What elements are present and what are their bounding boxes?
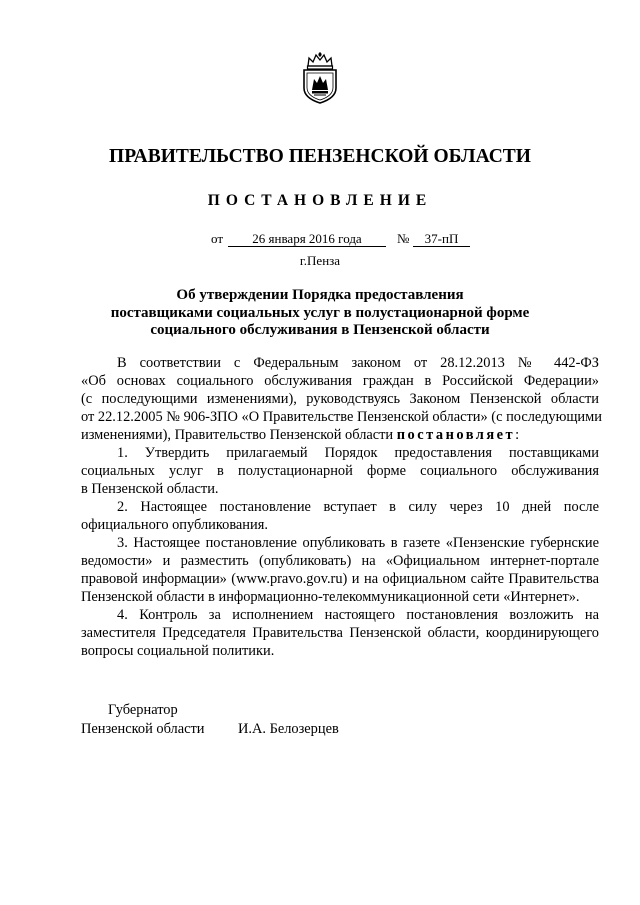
penza-coat-of-arms-icon: [300, 52, 340, 104]
date-number-line: [211, 231, 471, 249]
body-line: в Пензенской области.: [81, 481, 219, 497]
subject-line: поставщиками социальных услуг в полустационарной форме: [110, 304, 530, 321]
body-line: официального опубликования.: [81, 517, 268, 533]
body-line: ведомости» и разместить (опубликовать) на «Официальном интернет-портале: [81, 553, 599, 569]
city: г.Пенза: [299, 253, 341, 268]
body-line: 2. Настоящее постановление вступает в силу через 10 дней после: [117, 499, 599, 515]
document-date: 26 января 2016 года: [228, 231, 386, 247]
signatory-name: И.А. Белозерцев: [238, 721, 339, 737]
body-line: социальных услуг в полустационарной форме социального обслуживания: [81, 463, 599, 479]
body-line-text: изменениями), Правительство Пензенской области: [81, 427, 394, 443]
decree-word: постановляет: [396, 427, 516, 443]
body-line: Пензенской области в информационно-телекоммуникационной сети «Интернет».: [81, 589, 580, 605]
document-subject: [0, 287, 640, 340]
number-sign: №: [397, 231, 410, 246]
subject-line: Об утверждении Порядка предоставления: [176, 287, 464, 303]
subject-line: социального обслуживания в Пензенской области: [150, 322, 490, 338]
body-line: 4. Контроль за исполнением настоящего постановления возложить на: [117, 607, 599, 623]
body-line: В соответствии с Федеральным законом от 28.12.2013 № 442-ФЗ: [117, 355, 599, 371]
body-line: вопросы социальной политики.: [81, 643, 275, 659]
document-number: 37-пП: [413, 231, 470, 247]
signatory-title: Губернатор: [108, 702, 178, 718]
body-line: 3. Настоящее постановление опубликовать в газете «Пензенские губернские: [117, 535, 599, 551]
body-line: от 22.12.2005 № 906-ЗПО «О Правительстве Пензенской области» (с последующими: [81, 409, 602, 425]
decree-colon: :: [515, 427, 520, 443]
body-line: правовой информации» (www.pravo.gov.ru) и на официальном сайте Правительства: [81, 571, 599, 587]
government-title: ПРАВИТЕЛЬСТВО ПЕНЗЕНСКОЙ ОБЛАСТИ: [109, 146, 531, 167]
body-line: заместителя Председателя Правительства Пензенской области, координирующего: [81, 625, 599, 641]
from-label: от: [211, 231, 224, 246]
document-type: ПОСТАНОВЛЕНИЕ: [207, 192, 433, 209]
document-body: [81, 354, 602, 660]
body-line: «Об основах социального обслуживания граждан в Российской Федерации»: [81, 373, 599, 389]
body-line: (с последующими изменениями), руководствуясь Законом Пензенской области: [81, 391, 599, 407]
body-line: 1. Утвердить прилагаемый Порядок предоставления поставщиками: [117, 445, 599, 461]
signatory-region: Пензенской области: [81, 721, 205, 737]
body-line: [81, 426, 599, 444]
